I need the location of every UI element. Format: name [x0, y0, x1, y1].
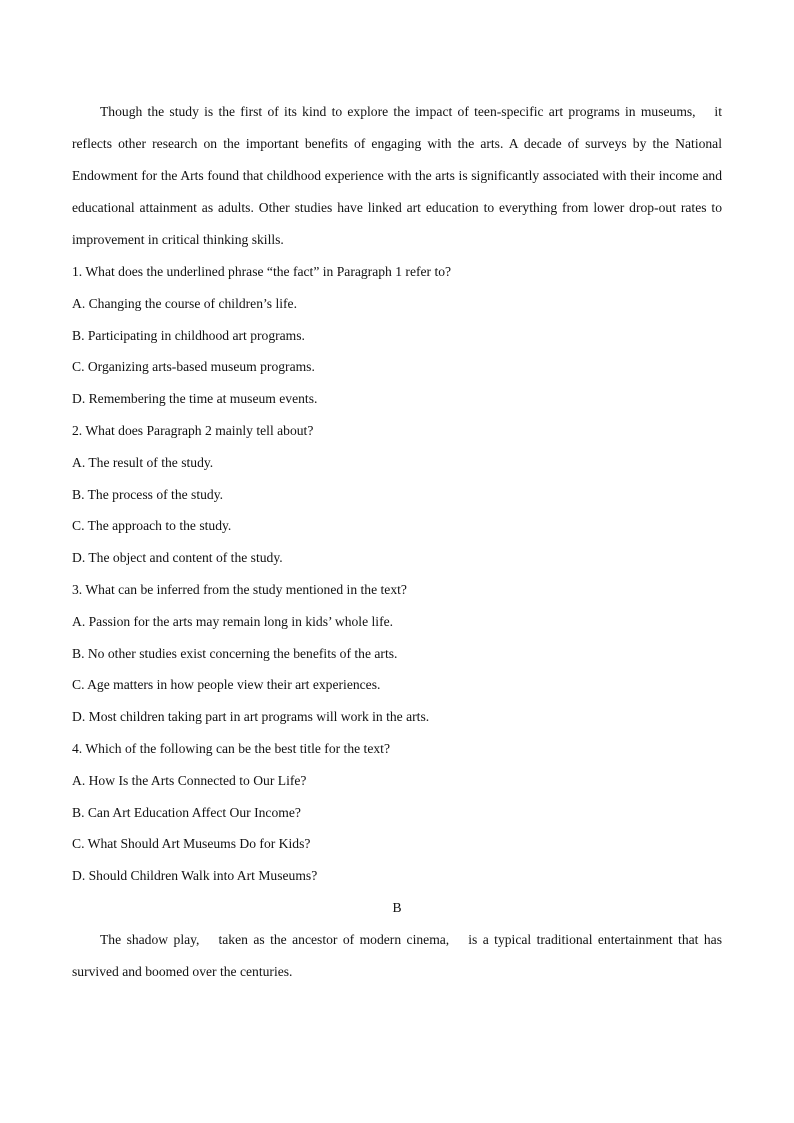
question-3 — [72, 574, 722, 733]
question-stem: 3. What can be inferred from the study mentioned in the text? — [72, 581, 407, 597]
answer-option: D. The object and content of the study. — [72, 550, 283, 566]
answer-option: D. Remembering the time at museum events. — [72, 391, 318, 407]
passage-b-paragraph: The shadow play, taken as the ancestor of modern cinema, is a typical traditional entertainment that has survived and boomed over the centuries. — [72, 931, 722, 979]
section-heading-b: B — [392, 899, 402, 915]
answer-option: B. The process of the study. — [72, 486, 224, 502]
document-page — [72, 96, 722, 988]
answer-option: C. Organizing arts-based museum programs. — [72, 359, 315, 375]
answer-option: A. The result of the study. — [72, 454, 214, 470]
answer-option: C. The approach to the study. — [72, 518, 232, 534]
answer-option: B. Can Art Education Affect Our Income? — [72, 804, 301, 820]
answer-option: B. No other studies exist concerning the benefits of the arts. — [72, 645, 398, 661]
answer-option: C. Age matters in how people view their art experiences. — [72, 677, 381, 693]
question-4 — [72, 733, 722, 892]
answer-option: A. Passion for the arts may remain long in kids’ whole life. — [72, 613, 394, 629]
question-stem: 2. What does Paragraph 2 mainly tell about? — [72, 422, 314, 438]
passage-a-paragraph: Though the study is the first of its kind to explore the impact of teen-specific art programs in museums, it reflects other research on the important benefits of engaging with the arts. A decade of surveys by the National Endowment for the Arts found that childhood experience with the arts is significantly associated with their income and educational attainment as adults. Other studies have linked art education to everything from lower drop-out rates to improvement in critical thinking skills. — [72, 104, 722, 247]
answer-option: D. Most children taking part in art programs will work in the arts. — [72, 709, 430, 725]
answer-option: B. Participating in childhood art programs. — [72, 327, 305, 343]
answer-option: D. Should Children Walk into Art Museums? — [72, 868, 318, 884]
answer-option: A. Changing the course of children’s life. — [72, 295, 297, 311]
question-stem: 1. What does the underlined phrase “the fact” in Paragraph 1 refer to? — [72, 264, 452, 279]
answer-option: C. What Should Art Museums Do for Kids? — [72, 836, 311, 852]
question-1 — [72, 256, 722, 415]
answer-option: A. How Is the Arts Connected to Our Life? — [72, 772, 307, 788]
question-2 — [72, 415, 722, 574]
question-stem: 4. Which of the following can be the best title for the text? — [72, 740, 390, 756]
